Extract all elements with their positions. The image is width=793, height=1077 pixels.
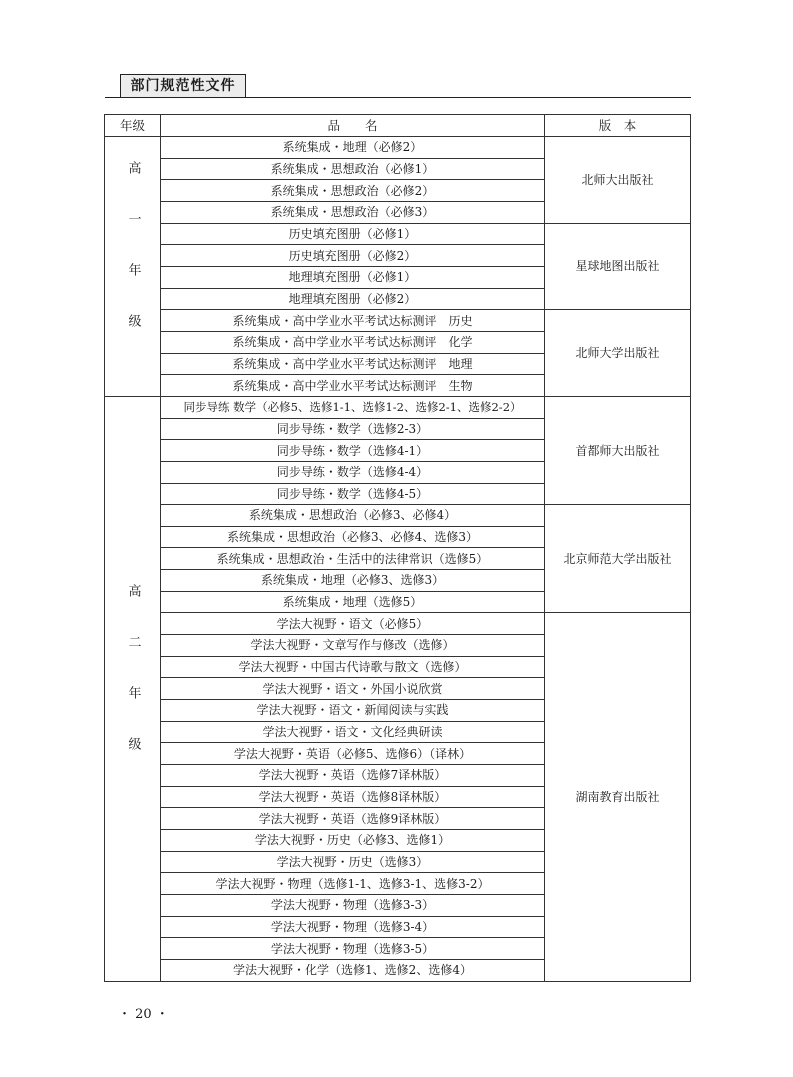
book-name: 学法大视野・物理（选修3-4） (161, 916, 545, 938)
table-row (105, 613, 691, 635)
table-row (105, 505, 691, 527)
book-name: 历史填充图册（必修2） (161, 245, 545, 267)
book-name: 学法大视野・历史（选修3） (161, 851, 545, 873)
header-rule (105, 97, 691, 98)
page-number: ・ 20 ・ (118, 1007, 169, 1022)
publisher: 星球地图出版社 (545, 223, 691, 310)
book-name: 学法大视野・语文・新闻阅读与实践 (161, 700, 545, 722)
grade-label: 高二年级 (125, 583, 141, 788)
book-name: 学法大视野・文章写作与修改（选修） (161, 635, 545, 657)
book-name: 历史填充图册（必修1） (161, 223, 545, 245)
book-name: 学法大视野・语文（必修5） (161, 613, 545, 635)
publisher: 首都师大出版社 (545, 396, 691, 504)
book-name: 学法大视野・英语（选修9译林版） (161, 808, 545, 830)
book-name: 同步导练・数学（选修4-4） (161, 461, 545, 483)
book-name: 系统集成・地理（必修2） (161, 137, 545, 159)
book-name: 同步导练・数学（选修4-5） (161, 483, 545, 505)
book-name: 系统集成・高中学业水平考试达标测评 生物 (161, 375, 545, 397)
book-name: 学法大视野・英语（必修5、选修6）（译林） (161, 743, 545, 765)
book-name: 同步导练 数学（必修5、选修1-1、选修1-2、选修2-1、选修2-2） (161, 396, 545, 418)
book-name: 学法大视野・物理（选修3-5） (161, 938, 545, 960)
book-name: 系统集成・思想政治（必修2） (161, 180, 545, 202)
book-name: 系统集成・思想政治（必修3、必修4、选修3） (161, 526, 545, 548)
book-name: 学法大视野・语文・文化经典研读 (161, 721, 545, 743)
grade-label: 高一年级 (125, 161, 141, 366)
book-name: 地理填充图册（必修1） (161, 266, 545, 288)
book-name: 系统集成・地理（必修3、选修3） (161, 570, 545, 592)
grade-cell (105, 396, 161, 981)
table-header-row (105, 115, 691, 137)
publisher: 北师大出版社 (545, 137, 691, 224)
book-name: 学法大视野・物理（选修1-1、选修3-1、选修3-2） (161, 873, 545, 895)
book-name: 学法大视野・历史（必修3、选修1） (161, 830, 545, 852)
section-title: 部门规范性文件 (120, 74, 246, 98)
book-name: 学法大视野・英语（选修7译林版） (161, 765, 545, 787)
book-name: 学法大视野・语文・外国小说欣赏 (161, 678, 545, 700)
book-name: 系统集成・思想政治（必修1） (161, 158, 545, 180)
book-name: 系统集成・高中学业水平考试达标测评 化学 (161, 331, 545, 353)
book-name: 地理填充图册（必修2） (161, 288, 545, 310)
book-name: 学法大视野・中国古代诗歌与散文（选修） (161, 656, 545, 678)
table-row (105, 396, 691, 418)
book-name: 系统集成・高中学业水平考试达标测评 历史 (161, 310, 545, 332)
publisher: 湖南教育出版社 (545, 613, 691, 981)
book-name: 系统集成・思想政治（必修3） (161, 201, 545, 223)
book-name: 系统集成・思想政治・生活中的法律常识（选修5） (161, 548, 545, 570)
book-name: 系统集成・思想政治（必修3、必修4） (161, 505, 545, 527)
col-header-version: 版 本 (545, 115, 691, 137)
book-name: 同步导练・数学（选修2-3） (161, 418, 545, 440)
table-row (105, 137, 691, 159)
table-row (105, 223, 691, 245)
publisher: 北京师范大学出版社 (545, 505, 691, 613)
grade-cell (105, 137, 161, 397)
book-name: 同步导练・数学（选修4-1） (161, 440, 545, 462)
col-header-name: 品 名 (161, 115, 545, 137)
table-row (105, 310, 691, 332)
book-name: 系统集成・地理（选修5） (161, 591, 545, 613)
book-list-table (104, 114, 691, 982)
book-name: 学法大视野・英语（选修8译林版） (161, 786, 545, 808)
book-name: 学法大视野・化学（选修1、选修2、选修4） (161, 959, 545, 981)
publisher: 北师大学出版社 (545, 310, 691, 397)
book-name: 学法大视野・物理（选修3-3） (161, 894, 545, 916)
book-name: 系统集成・高中学业水平考试达标测评 地理 (161, 353, 545, 375)
col-header-grade: 年级 (105, 115, 161, 137)
